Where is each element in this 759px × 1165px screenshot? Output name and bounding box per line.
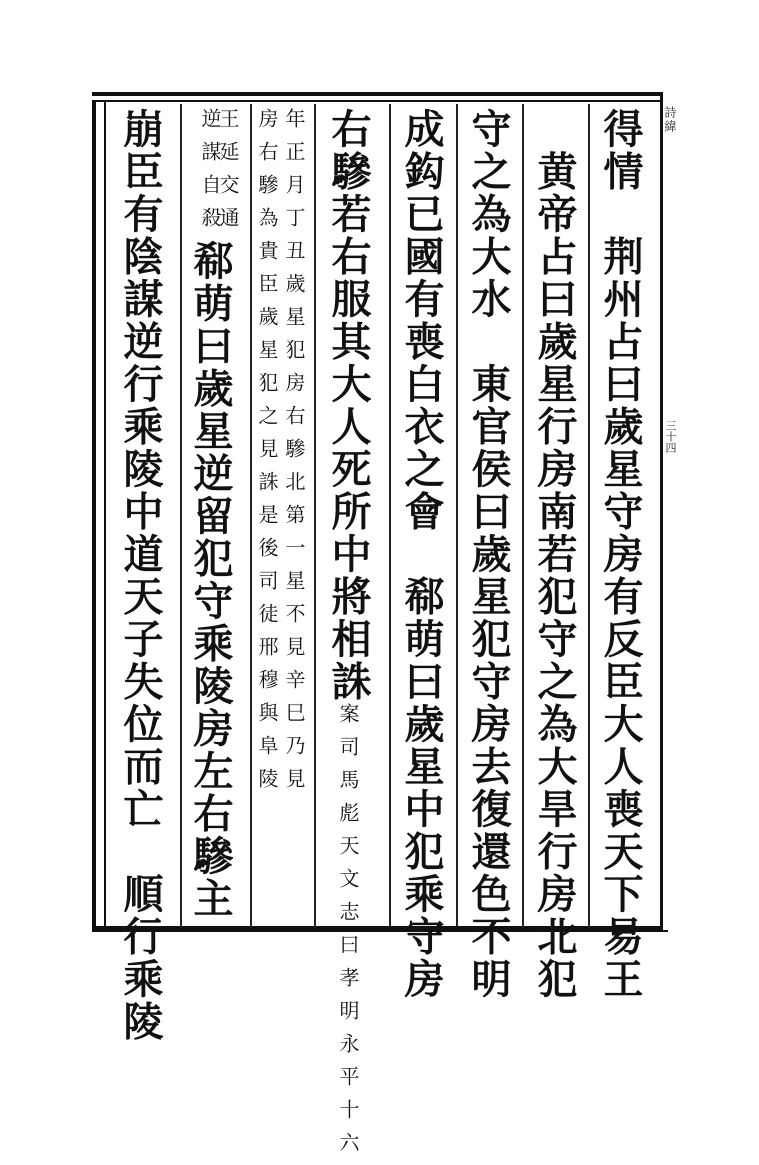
main-text: 右驂若右服其大人死所中將相誅 [325,108,372,703]
frame-left-border [92,100,96,930]
main-text: 黄帝占曰歲星行房南若犯守之為大旱行房北犯 [531,108,578,1001]
text-column-5 [324,108,372,1165]
column-separator [314,104,316,926]
margin-strip [663,92,673,930]
annotation-text: 房右驂為貴臣歲星犯之見誅是後司徒邢穆與阜陵 [255,108,279,801]
main-text: 成鈎已國有喪白衣之會 郗萌曰歲星中犯乘守房 [398,108,445,1001]
annotation-column-6 [283,108,305,801]
column-separator [389,104,391,926]
column-separator [250,104,252,926]
column-separator [456,104,458,926]
column-separator [522,104,524,926]
annotation-text: 逆謀自殺 [198,108,222,240]
margin-title: 詩緯 [663,106,677,134]
main-text: 守之為大水 東官侯曰歲星犯守房去復還色不明 [465,108,512,1001]
main-text: 崩臣有陰謀逆行乘陵中道天子失位而亡 順行乘陵 [117,108,164,1043]
annotation-text: 案司馬彪天文志曰孝明永平十六 [336,703,360,1165]
margin-page-number: 三十四 [664,420,677,453]
annotation-text: 王延交通 [216,108,240,240]
frame-top-inner-border [92,100,668,102]
frame-top-border [92,92,668,96]
main-text: 郗萌曰歲星逆留犯守乘陵房左右驂主 [187,240,234,920]
text-column-1 [596,108,644,1001]
column-separator [588,104,590,926]
annotation-text: 年正月丁丑歲星犯房右驂北第一星不見辛巳乃見 [282,108,306,801]
text-column-9 [186,108,234,920]
text-column-4 [397,108,445,1001]
main-text: 得情 荆州占曰歲星守房有反臣大人喪天下易王 [597,108,644,1001]
annotation-column-7 [256,108,278,801]
text-column-10 [116,108,164,1043]
text-column-3 [464,108,512,1001]
frame-bottom-border [92,926,668,932]
column-separator [180,104,182,926]
text-column-2 [530,108,578,1001]
frame-left-inner-border [104,100,106,926]
